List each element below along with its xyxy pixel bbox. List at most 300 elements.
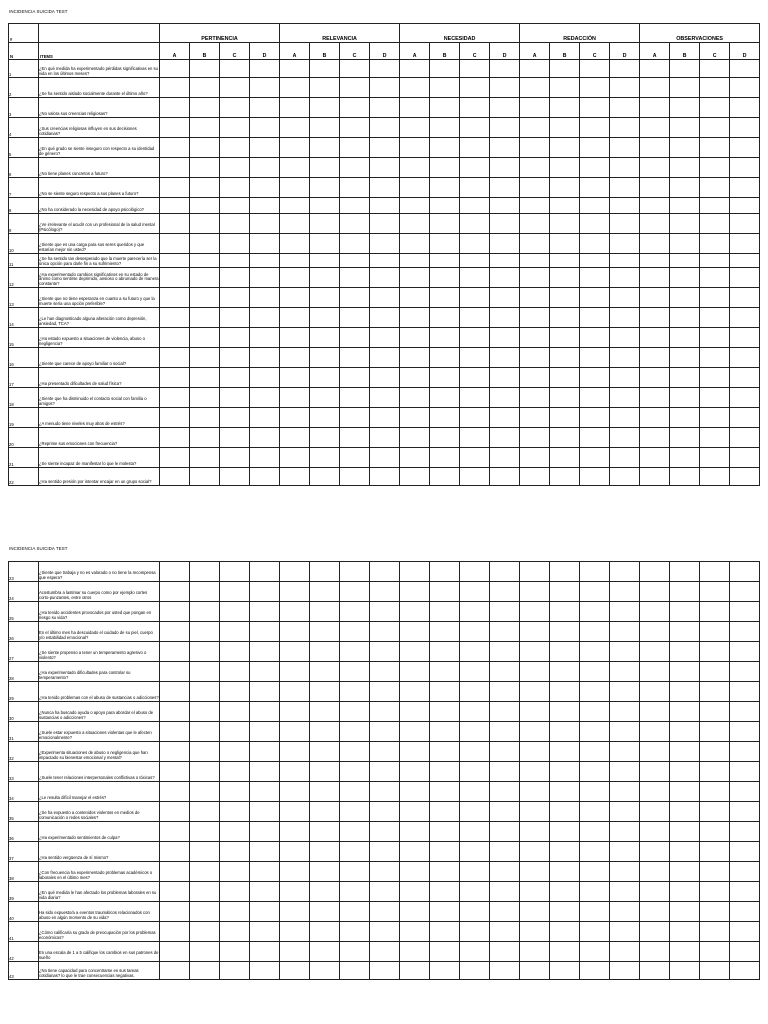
rating-cell-necesidad-b[interactable] xyxy=(430,922,460,942)
rating-cell-pertinencia-c[interactable] xyxy=(220,602,250,622)
rating-cell-pertinencia-b[interactable] xyxy=(190,962,220,980)
rating-cell-redacción-c[interactable] xyxy=(580,682,610,702)
rating-cell-necesidad-a[interactable] xyxy=(400,368,430,388)
rating-cell-pertinencia-b[interactable] xyxy=(190,408,220,428)
rating-cell-relevancia-d[interactable] xyxy=(370,118,400,138)
rating-cell-observaciones-a[interactable] xyxy=(640,562,670,582)
rating-cell-observaciones-d[interactable] xyxy=(730,368,760,388)
rating-cell-relevancia-b[interactable] xyxy=(310,178,340,198)
rating-cell-observaciones-c[interactable] xyxy=(700,468,730,486)
rating-cell-redacción-b[interactable] xyxy=(550,802,580,822)
rating-cell-observaciones-a[interactable] xyxy=(640,158,670,178)
rating-cell-observaciones-b[interactable] xyxy=(670,602,700,622)
rating-cell-pertinencia-a[interactable] xyxy=(160,78,190,98)
rating-cell-pertinencia-c[interactable] xyxy=(220,642,250,662)
rating-cell-observaciones-d[interactable] xyxy=(730,842,760,862)
rating-cell-relevancia-c[interactable] xyxy=(340,60,370,78)
rating-cell-necesidad-a[interactable] xyxy=(400,158,430,178)
rating-cell-redacción-c[interactable] xyxy=(580,368,610,388)
rating-cell-redacción-a[interactable] xyxy=(520,562,550,582)
rating-cell-necesidad-a[interactable] xyxy=(400,802,430,822)
rating-cell-observaciones-d[interactable] xyxy=(730,682,760,702)
rating-cell-necesidad-c[interactable] xyxy=(460,214,490,234)
rating-cell-pertinencia-b[interactable] xyxy=(190,254,220,268)
rating-cell-necesidad-b[interactable] xyxy=(430,288,460,308)
rating-cell-redacción-c[interactable] xyxy=(580,882,610,902)
rating-cell-pertinencia-c[interactable] xyxy=(220,138,250,158)
rating-cell-pertinencia-b[interactable] xyxy=(190,682,220,702)
rating-cell-redacción-c[interactable] xyxy=(580,78,610,98)
rating-cell-observaciones-d[interactable] xyxy=(730,308,760,328)
rating-cell-necesidad-a[interactable] xyxy=(400,562,430,582)
rating-cell-redacción-a[interactable] xyxy=(520,198,550,214)
rating-cell-relevancia-d[interactable] xyxy=(370,922,400,942)
rating-cell-redacción-b[interactable] xyxy=(550,178,580,198)
rating-cell-observaciones-a[interactable] xyxy=(640,448,670,468)
rating-cell-pertinencia-b[interactable] xyxy=(190,214,220,234)
rating-cell-redacción-c[interactable] xyxy=(580,742,610,762)
rating-cell-redacción-a[interactable] xyxy=(520,408,550,428)
rating-cell-relevancia-d[interactable] xyxy=(370,762,400,782)
rating-cell-redacción-d[interactable] xyxy=(610,448,640,468)
rating-cell-redacción-b[interactable] xyxy=(550,138,580,158)
rating-cell-necesidad-c[interactable] xyxy=(460,158,490,178)
rating-cell-necesidad-a[interactable] xyxy=(400,198,430,214)
rating-cell-necesidad-a[interactable] xyxy=(400,214,430,234)
rating-cell-relevancia-a[interactable] xyxy=(280,328,310,348)
rating-cell-necesidad-d[interactable] xyxy=(490,702,520,722)
rating-cell-redacción-b[interactable] xyxy=(550,368,580,388)
rating-cell-pertinencia-d[interactable] xyxy=(250,902,280,922)
rating-cell-relevancia-b[interactable] xyxy=(310,328,340,348)
rating-cell-observaciones-b[interactable] xyxy=(670,234,700,254)
rating-cell-relevancia-a[interactable] xyxy=(280,268,310,288)
rating-cell-redacción-c[interactable] xyxy=(580,922,610,942)
rating-cell-redacción-c[interactable] xyxy=(580,562,610,582)
rating-cell-relevancia-c[interactable] xyxy=(340,582,370,602)
rating-cell-necesidad-c[interactable] xyxy=(460,78,490,98)
rating-cell-observaciones-c[interactable] xyxy=(700,722,730,742)
rating-cell-relevancia-b[interactable] xyxy=(310,214,340,234)
rating-cell-observaciones-a[interactable] xyxy=(640,78,670,98)
rating-cell-pertinencia-b[interactable] xyxy=(190,98,220,118)
rating-cell-pertinencia-d[interactable] xyxy=(250,622,280,642)
rating-cell-observaciones-a[interactable] xyxy=(640,388,670,408)
rating-cell-pertinencia-a[interactable] xyxy=(160,328,190,348)
rating-cell-relevancia-b[interactable] xyxy=(310,254,340,268)
rating-cell-observaciones-c[interactable] xyxy=(700,802,730,822)
rating-cell-relevancia-c[interactable] xyxy=(340,762,370,782)
rating-cell-pertinencia-a[interactable] xyxy=(160,722,190,742)
rating-cell-pertinencia-b[interactable] xyxy=(190,234,220,254)
rating-cell-redacción-c[interactable] xyxy=(580,602,610,622)
rating-cell-redacción-d[interactable] xyxy=(610,822,640,842)
rating-cell-redacción-b[interactable] xyxy=(550,842,580,862)
rating-cell-observaciones-d[interactable] xyxy=(730,408,760,428)
rating-cell-observaciones-d[interactable] xyxy=(730,178,760,198)
rating-cell-observaciones-b[interactable] xyxy=(670,468,700,486)
rating-cell-redacción-d[interactable] xyxy=(610,468,640,486)
rating-cell-relevancia-c[interactable] xyxy=(340,782,370,802)
rating-cell-pertinencia-b[interactable] xyxy=(190,902,220,922)
rating-cell-observaciones-c[interactable] xyxy=(700,448,730,468)
rating-cell-relevancia-d[interactable] xyxy=(370,234,400,254)
rating-cell-redacción-b[interactable] xyxy=(550,428,580,448)
rating-cell-relevancia-a[interactable] xyxy=(280,942,310,962)
rating-cell-necesidad-d[interactable] xyxy=(490,138,520,158)
rating-cell-necesidad-c[interactable] xyxy=(460,368,490,388)
rating-cell-relevancia-c[interactable] xyxy=(340,138,370,158)
rating-cell-redacción-b[interactable] xyxy=(550,962,580,980)
rating-cell-pertinencia-a[interactable] xyxy=(160,922,190,942)
rating-cell-relevancia-a[interactable] xyxy=(280,802,310,822)
rating-cell-observaciones-d[interactable] xyxy=(730,268,760,288)
rating-cell-pertinencia-c[interactable] xyxy=(220,468,250,486)
rating-cell-pertinencia-a[interactable] xyxy=(160,702,190,722)
rating-cell-observaciones-a[interactable] xyxy=(640,882,670,902)
rating-cell-relevancia-a[interactable] xyxy=(280,682,310,702)
rating-cell-observaciones-a[interactable] xyxy=(640,98,670,118)
rating-cell-redacción-c[interactable] xyxy=(580,198,610,214)
rating-cell-redacción-d[interactable] xyxy=(610,214,640,234)
rating-cell-observaciones-c[interactable] xyxy=(700,782,730,802)
rating-cell-pertinencia-b[interactable] xyxy=(190,388,220,408)
rating-cell-observaciones-a[interactable] xyxy=(640,942,670,962)
rating-cell-observaciones-a[interactable] xyxy=(640,922,670,942)
rating-cell-pertinencia-d[interactable] xyxy=(250,78,280,98)
rating-cell-redacción-c[interactable] xyxy=(580,822,610,842)
rating-cell-redacción-c[interactable] xyxy=(580,782,610,802)
rating-cell-necesidad-d[interactable] xyxy=(490,842,520,862)
rating-cell-relevancia-a[interactable] xyxy=(280,214,310,234)
rating-cell-pertinencia-c[interactable] xyxy=(220,368,250,388)
rating-cell-necesidad-d[interactable] xyxy=(490,622,520,642)
rating-cell-redacción-b[interactable] xyxy=(550,942,580,962)
rating-cell-observaciones-b[interactable] xyxy=(670,308,700,328)
rating-cell-observaciones-b[interactable] xyxy=(670,428,700,448)
rating-cell-redacción-b[interactable] xyxy=(550,642,580,662)
rating-cell-redacción-d[interactable] xyxy=(610,782,640,802)
rating-cell-relevancia-d[interactable] xyxy=(370,702,400,722)
rating-cell-redacción-d[interactable] xyxy=(610,802,640,822)
rating-cell-relevancia-b[interactable] xyxy=(310,582,340,602)
rating-cell-observaciones-d[interactable] xyxy=(730,802,760,822)
rating-cell-relevancia-d[interactable] xyxy=(370,962,400,980)
rating-cell-redacción-a[interactable] xyxy=(520,902,550,922)
rating-cell-relevancia-b[interactable] xyxy=(310,388,340,408)
rating-cell-redacción-a[interactable] xyxy=(520,742,550,762)
rating-cell-pertinencia-a[interactable] xyxy=(160,962,190,980)
rating-cell-redacción-a[interactable] xyxy=(520,822,550,842)
rating-cell-pertinencia-a[interactable] xyxy=(160,60,190,78)
rating-cell-relevancia-d[interactable] xyxy=(370,254,400,268)
rating-cell-observaciones-d[interactable] xyxy=(730,642,760,662)
rating-cell-relevancia-a[interactable] xyxy=(280,642,310,662)
rating-cell-relevancia-a[interactable] xyxy=(280,822,310,842)
rating-cell-pertinencia-c[interactable] xyxy=(220,782,250,802)
rating-cell-relevancia-c[interactable] xyxy=(340,178,370,198)
rating-cell-redacción-a[interactable] xyxy=(520,388,550,408)
rating-cell-relevancia-a[interactable] xyxy=(280,308,310,328)
rating-cell-pertinencia-a[interactable] xyxy=(160,118,190,138)
rating-cell-relevancia-d[interactable] xyxy=(370,822,400,842)
rating-cell-pertinencia-a[interactable] xyxy=(160,622,190,642)
rating-cell-redacción-a[interactable] xyxy=(520,234,550,254)
rating-cell-relevancia-c[interactable] xyxy=(340,98,370,118)
rating-cell-pertinencia-b[interactable] xyxy=(190,288,220,308)
rating-cell-relevancia-b[interactable] xyxy=(310,802,340,822)
rating-cell-pertinencia-d[interactable] xyxy=(250,742,280,762)
rating-cell-necesidad-d[interactable] xyxy=(490,428,520,448)
rating-cell-relevancia-a[interactable] xyxy=(280,762,310,782)
rating-cell-pertinencia-b[interactable] xyxy=(190,368,220,388)
rating-cell-redacción-c[interactable] xyxy=(580,118,610,138)
rating-cell-observaciones-d[interactable] xyxy=(730,582,760,602)
rating-cell-necesidad-a[interactable] xyxy=(400,602,430,622)
rating-cell-observaciones-c[interactable] xyxy=(700,328,730,348)
rating-cell-observaciones-c[interactable] xyxy=(700,702,730,722)
rating-cell-necesidad-c[interactable] xyxy=(460,268,490,288)
rating-cell-pertinencia-d[interactable] xyxy=(250,308,280,328)
rating-cell-observaciones-d[interactable] xyxy=(730,722,760,742)
rating-cell-redacción-b[interactable] xyxy=(550,742,580,762)
rating-cell-redacción-b[interactable] xyxy=(550,762,580,782)
rating-cell-redacción-d[interactable] xyxy=(610,288,640,308)
rating-cell-necesidad-a[interactable] xyxy=(400,742,430,762)
rating-cell-redacción-a[interactable] xyxy=(520,368,550,388)
rating-cell-pertinencia-d[interactable] xyxy=(250,368,280,388)
rating-cell-observaciones-a[interactable] xyxy=(640,118,670,138)
rating-cell-relevancia-c[interactable] xyxy=(340,388,370,408)
rating-cell-relevancia-c[interactable] xyxy=(340,448,370,468)
rating-cell-necesidad-a[interactable] xyxy=(400,78,430,98)
rating-cell-redacción-b[interactable] xyxy=(550,268,580,288)
rating-cell-observaciones-a[interactable] xyxy=(640,722,670,742)
rating-cell-observaciones-c[interactable] xyxy=(700,742,730,762)
rating-cell-pertinencia-b[interactable] xyxy=(190,582,220,602)
rating-cell-necesidad-c[interactable] xyxy=(460,602,490,622)
rating-cell-necesidad-b[interactable] xyxy=(430,158,460,178)
rating-cell-pertinencia-d[interactable] xyxy=(250,722,280,742)
rating-cell-relevancia-c[interactable] xyxy=(340,942,370,962)
rating-cell-observaciones-c[interactable] xyxy=(700,842,730,862)
rating-cell-redacción-a[interactable] xyxy=(520,138,550,158)
rating-cell-observaciones-d[interactable] xyxy=(730,78,760,98)
rating-cell-relevancia-d[interactable] xyxy=(370,60,400,78)
rating-cell-redacción-d[interactable] xyxy=(610,642,640,662)
rating-cell-redacción-a[interactable] xyxy=(520,60,550,78)
rating-cell-redacción-c[interactable] xyxy=(580,388,610,408)
rating-cell-observaciones-a[interactable] xyxy=(640,234,670,254)
rating-cell-pertinencia-d[interactable] xyxy=(250,348,280,368)
rating-cell-redacción-c[interactable] xyxy=(580,348,610,368)
rating-cell-necesidad-c[interactable] xyxy=(460,942,490,962)
rating-cell-pertinencia-c[interactable] xyxy=(220,78,250,98)
rating-cell-necesidad-b[interactable] xyxy=(430,602,460,622)
rating-cell-pertinencia-b[interactable] xyxy=(190,862,220,882)
rating-cell-observaciones-b[interactable] xyxy=(670,682,700,702)
rating-cell-observaciones-a[interactable] xyxy=(640,682,670,702)
rating-cell-pertinencia-c[interactable] xyxy=(220,288,250,308)
rating-cell-necesidad-c[interactable] xyxy=(460,722,490,742)
rating-cell-necesidad-d[interactable] xyxy=(490,722,520,742)
rating-cell-necesidad-c[interactable] xyxy=(460,622,490,642)
rating-cell-redacción-c[interactable] xyxy=(580,138,610,158)
rating-cell-pertinencia-a[interactable] xyxy=(160,178,190,198)
rating-cell-necesidad-c[interactable] xyxy=(460,762,490,782)
rating-cell-necesidad-d[interactable] xyxy=(490,254,520,268)
rating-cell-observaciones-b[interactable] xyxy=(670,862,700,882)
rating-cell-redacción-b[interactable] xyxy=(550,922,580,942)
rating-cell-necesidad-a[interactable] xyxy=(400,254,430,268)
rating-cell-pertinencia-c[interactable] xyxy=(220,582,250,602)
rating-cell-necesidad-d[interactable] xyxy=(490,962,520,980)
rating-cell-relevancia-c[interactable] xyxy=(340,742,370,762)
rating-cell-necesidad-a[interactable] xyxy=(400,408,430,428)
rating-cell-necesidad-c[interactable] xyxy=(460,234,490,254)
rating-cell-observaciones-d[interactable] xyxy=(730,782,760,802)
rating-cell-pertinencia-d[interactable] xyxy=(250,428,280,448)
rating-cell-pertinencia-a[interactable] xyxy=(160,862,190,882)
rating-cell-relevancia-a[interactable] xyxy=(280,742,310,762)
rating-cell-relevancia-d[interactable] xyxy=(370,214,400,234)
rating-cell-relevancia-d[interactable] xyxy=(370,78,400,98)
rating-cell-pertinencia-d[interactable] xyxy=(250,288,280,308)
rating-cell-necesidad-c[interactable] xyxy=(460,562,490,582)
rating-cell-necesidad-d[interactable] xyxy=(490,942,520,962)
rating-cell-redacción-d[interactable] xyxy=(610,662,640,682)
rating-cell-relevancia-a[interactable] xyxy=(280,78,310,98)
rating-cell-necesidad-c[interactable] xyxy=(460,662,490,682)
rating-cell-observaciones-c[interactable] xyxy=(700,60,730,78)
rating-cell-pertinencia-d[interactable] xyxy=(250,682,280,702)
rating-cell-necesidad-a[interactable] xyxy=(400,882,430,902)
rating-cell-observaciones-d[interactable] xyxy=(730,762,760,782)
rating-cell-pertinencia-c[interactable] xyxy=(220,254,250,268)
rating-cell-observaciones-c[interactable] xyxy=(700,368,730,388)
rating-cell-pertinencia-c[interactable] xyxy=(220,622,250,642)
rating-cell-pertinencia-d[interactable] xyxy=(250,942,280,962)
rating-cell-relevancia-a[interactable] xyxy=(280,602,310,622)
rating-cell-necesidad-b[interactable] xyxy=(430,942,460,962)
rating-cell-necesidad-a[interactable] xyxy=(400,762,430,782)
rating-cell-pertinencia-a[interactable] xyxy=(160,562,190,582)
rating-cell-relevancia-b[interactable] xyxy=(310,448,340,468)
rating-cell-necesidad-d[interactable] xyxy=(490,662,520,682)
rating-cell-pertinencia-c[interactable] xyxy=(220,802,250,822)
rating-cell-relevancia-c[interactable] xyxy=(340,702,370,722)
rating-cell-observaciones-a[interactable] xyxy=(640,662,670,682)
rating-cell-redacción-d[interactable] xyxy=(610,922,640,942)
rating-cell-observaciones-b[interactable] xyxy=(670,662,700,682)
rating-cell-observaciones-c[interactable] xyxy=(700,254,730,268)
rating-cell-necesidad-a[interactable] xyxy=(400,468,430,486)
rating-cell-relevancia-c[interactable] xyxy=(340,822,370,842)
rating-cell-relevancia-b[interactable] xyxy=(310,882,340,902)
rating-cell-redacción-a[interactable] xyxy=(520,348,550,368)
rating-cell-observaciones-a[interactable] xyxy=(640,288,670,308)
rating-cell-pertinencia-b[interactable] xyxy=(190,802,220,822)
rating-cell-necesidad-c[interactable] xyxy=(460,902,490,922)
rating-cell-necesidad-c[interactable] xyxy=(460,782,490,802)
rating-cell-pertinencia-b[interactable] xyxy=(190,882,220,902)
rating-cell-redacción-a[interactable] xyxy=(520,842,550,862)
rating-cell-observaciones-c[interactable] xyxy=(700,158,730,178)
rating-cell-pertinencia-a[interactable] xyxy=(160,98,190,118)
rating-cell-relevancia-c[interactable] xyxy=(340,882,370,902)
rating-cell-redacción-c[interactable] xyxy=(580,408,610,428)
rating-cell-observaciones-c[interactable] xyxy=(700,962,730,980)
rating-cell-redacción-a[interactable] xyxy=(520,942,550,962)
rating-cell-observaciones-b[interactable] xyxy=(670,762,700,782)
rating-cell-observaciones-d[interactable] xyxy=(730,60,760,78)
rating-cell-necesidad-a[interactable] xyxy=(400,902,430,922)
rating-cell-observaciones-b[interactable] xyxy=(670,368,700,388)
rating-cell-observaciones-a[interactable] xyxy=(640,308,670,328)
rating-cell-observaciones-c[interactable] xyxy=(700,642,730,662)
rating-cell-necesidad-d[interactable] xyxy=(490,268,520,288)
rating-cell-relevancia-c[interactable] xyxy=(340,642,370,662)
rating-cell-pertinencia-a[interactable] xyxy=(160,408,190,428)
rating-cell-observaciones-a[interactable] xyxy=(640,60,670,78)
rating-cell-pertinencia-b[interactable] xyxy=(190,178,220,198)
rating-cell-pertinencia-d[interactable] xyxy=(250,468,280,486)
rating-cell-necesidad-b[interactable] xyxy=(430,782,460,802)
rating-cell-necesidad-d[interactable] xyxy=(490,582,520,602)
rating-cell-necesidad-b[interactable] xyxy=(430,842,460,862)
rating-cell-observaciones-a[interactable] xyxy=(640,178,670,198)
rating-cell-pertinencia-d[interactable] xyxy=(250,642,280,662)
rating-cell-relevancia-d[interactable] xyxy=(370,288,400,308)
rating-cell-observaciones-d[interactable] xyxy=(730,158,760,178)
rating-cell-necesidad-c[interactable] xyxy=(460,118,490,138)
rating-cell-necesidad-a[interactable] xyxy=(400,862,430,882)
rating-cell-necesidad-b[interactable] xyxy=(430,254,460,268)
rating-cell-pertinencia-a[interactable] xyxy=(160,448,190,468)
rating-cell-relevancia-b[interactable] xyxy=(310,198,340,214)
rating-cell-pertinencia-b[interactable] xyxy=(190,468,220,486)
rating-cell-redacción-a[interactable] xyxy=(520,722,550,742)
rating-cell-pertinencia-d[interactable] xyxy=(250,214,280,234)
rating-cell-redacción-a[interactable] xyxy=(520,602,550,622)
rating-cell-necesidad-c[interactable] xyxy=(460,198,490,214)
rating-cell-relevancia-c[interactable] xyxy=(340,682,370,702)
rating-cell-relevancia-d[interactable] xyxy=(370,942,400,962)
rating-cell-observaciones-d[interactable] xyxy=(730,234,760,254)
rating-cell-redacción-d[interactable] xyxy=(610,602,640,622)
rating-cell-necesidad-a[interactable] xyxy=(400,702,430,722)
rating-cell-observaciones-a[interactable] xyxy=(640,428,670,448)
rating-cell-necesidad-a[interactable] xyxy=(400,842,430,862)
rating-cell-pertinencia-d[interactable] xyxy=(250,118,280,138)
rating-cell-relevancia-d[interactable] xyxy=(370,902,400,922)
rating-cell-redacción-d[interactable] xyxy=(610,368,640,388)
rating-cell-redacción-d[interactable] xyxy=(610,902,640,922)
rating-cell-redacción-c[interactable] xyxy=(580,158,610,178)
rating-cell-relevancia-d[interactable] xyxy=(370,428,400,448)
rating-cell-necesidad-a[interactable] xyxy=(400,268,430,288)
rating-cell-redacción-d[interactable] xyxy=(610,60,640,78)
rating-cell-pertinencia-c[interactable] xyxy=(220,178,250,198)
rating-cell-relevancia-d[interactable] xyxy=(370,562,400,582)
rating-cell-relevancia-c[interactable] xyxy=(340,902,370,922)
rating-cell-relevancia-d[interactable] xyxy=(370,602,400,622)
rating-cell-observaciones-b[interactable] xyxy=(670,742,700,762)
rating-cell-redacción-c[interactable] xyxy=(580,722,610,742)
rating-cell-relevancia-c[interactable] xyxy=(340,118,370,138)
rating-cell-necesidad-a[interactable] xyxy=(400,308,430,328)
rating-cell-redacción-b[interactable] xyxy=(550,822,580,842)
